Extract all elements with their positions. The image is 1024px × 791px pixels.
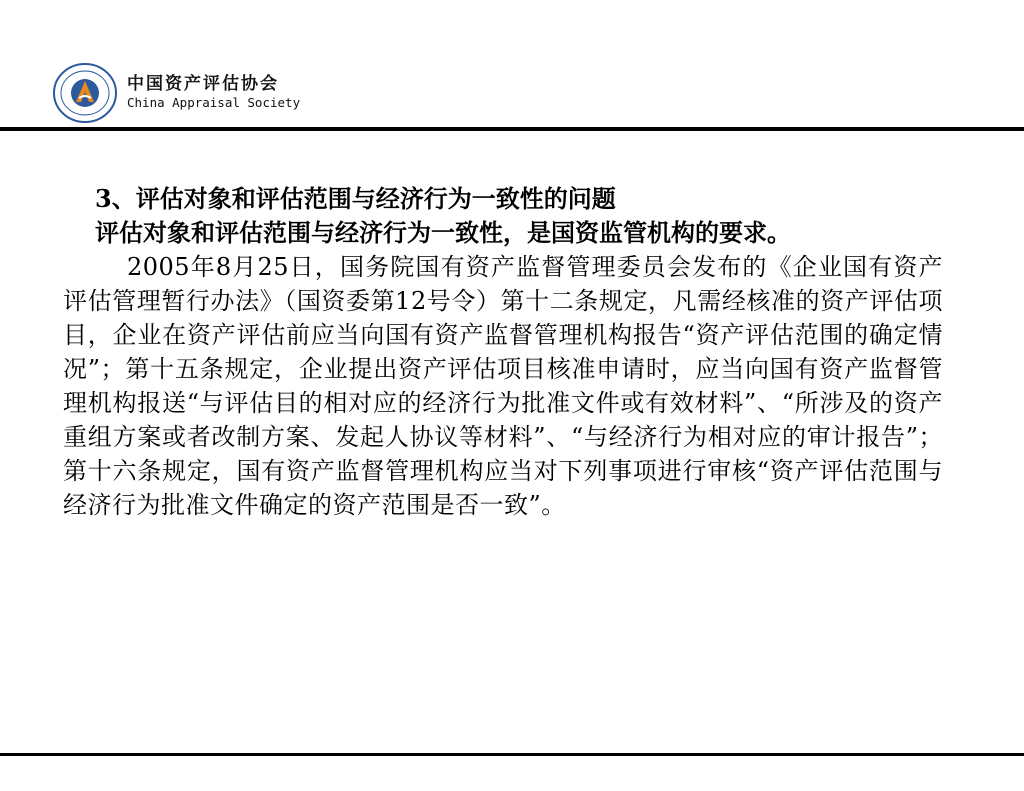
org-name-english: China Appraisal Society	[127, 95, 301, 110]
section-heading: 3、评估对象和评估范围与经济行为一致性的问题	[95, 184, 616, 213]
slide-body	[63, 182, 943, 522]
org-name-chinese: 中国资产评估协会	[127, 74, 279, 94]
slide-header	[0, 0, 1024, 132]
lead-statement: 评估对象和评估范围与经济行为一致性，是国资监管机构的要求。	[95, 218, 791, 247]
body-paragraph: 2005年8月25日，国务院国有资产监督管理委员会发布的《企业国有资产评估管理暂行办法》（国资委第12号令）第十二条规定，凡需经核准的资产评估项目，企业在资产评估前应当向国有资产监督管理机构报告“资产评估范围的确定情况”；第十五条规定，企业提出资产评估项目核准申请时，应当向国有资产监督管理机构报送“与评估目的相对应的经济行为批准文件或有效材料”、“所涉及的资产重组方案或者改制方案、发起人协议等材料”、“与经济行为相对应的审计报告”；第十六条规定，国有资产监督管理机构应当对下列事项进行审核“资产评估范围与经济行为批准文件确定的资产范围是否一致”。	[63, 253, 943, 519]
china-appraisal-society-logo	[52, 62, 118, 124]
header-divider	[0, 127, 1024, 131]
footer-divider	[0, 753, 1024, 756]
